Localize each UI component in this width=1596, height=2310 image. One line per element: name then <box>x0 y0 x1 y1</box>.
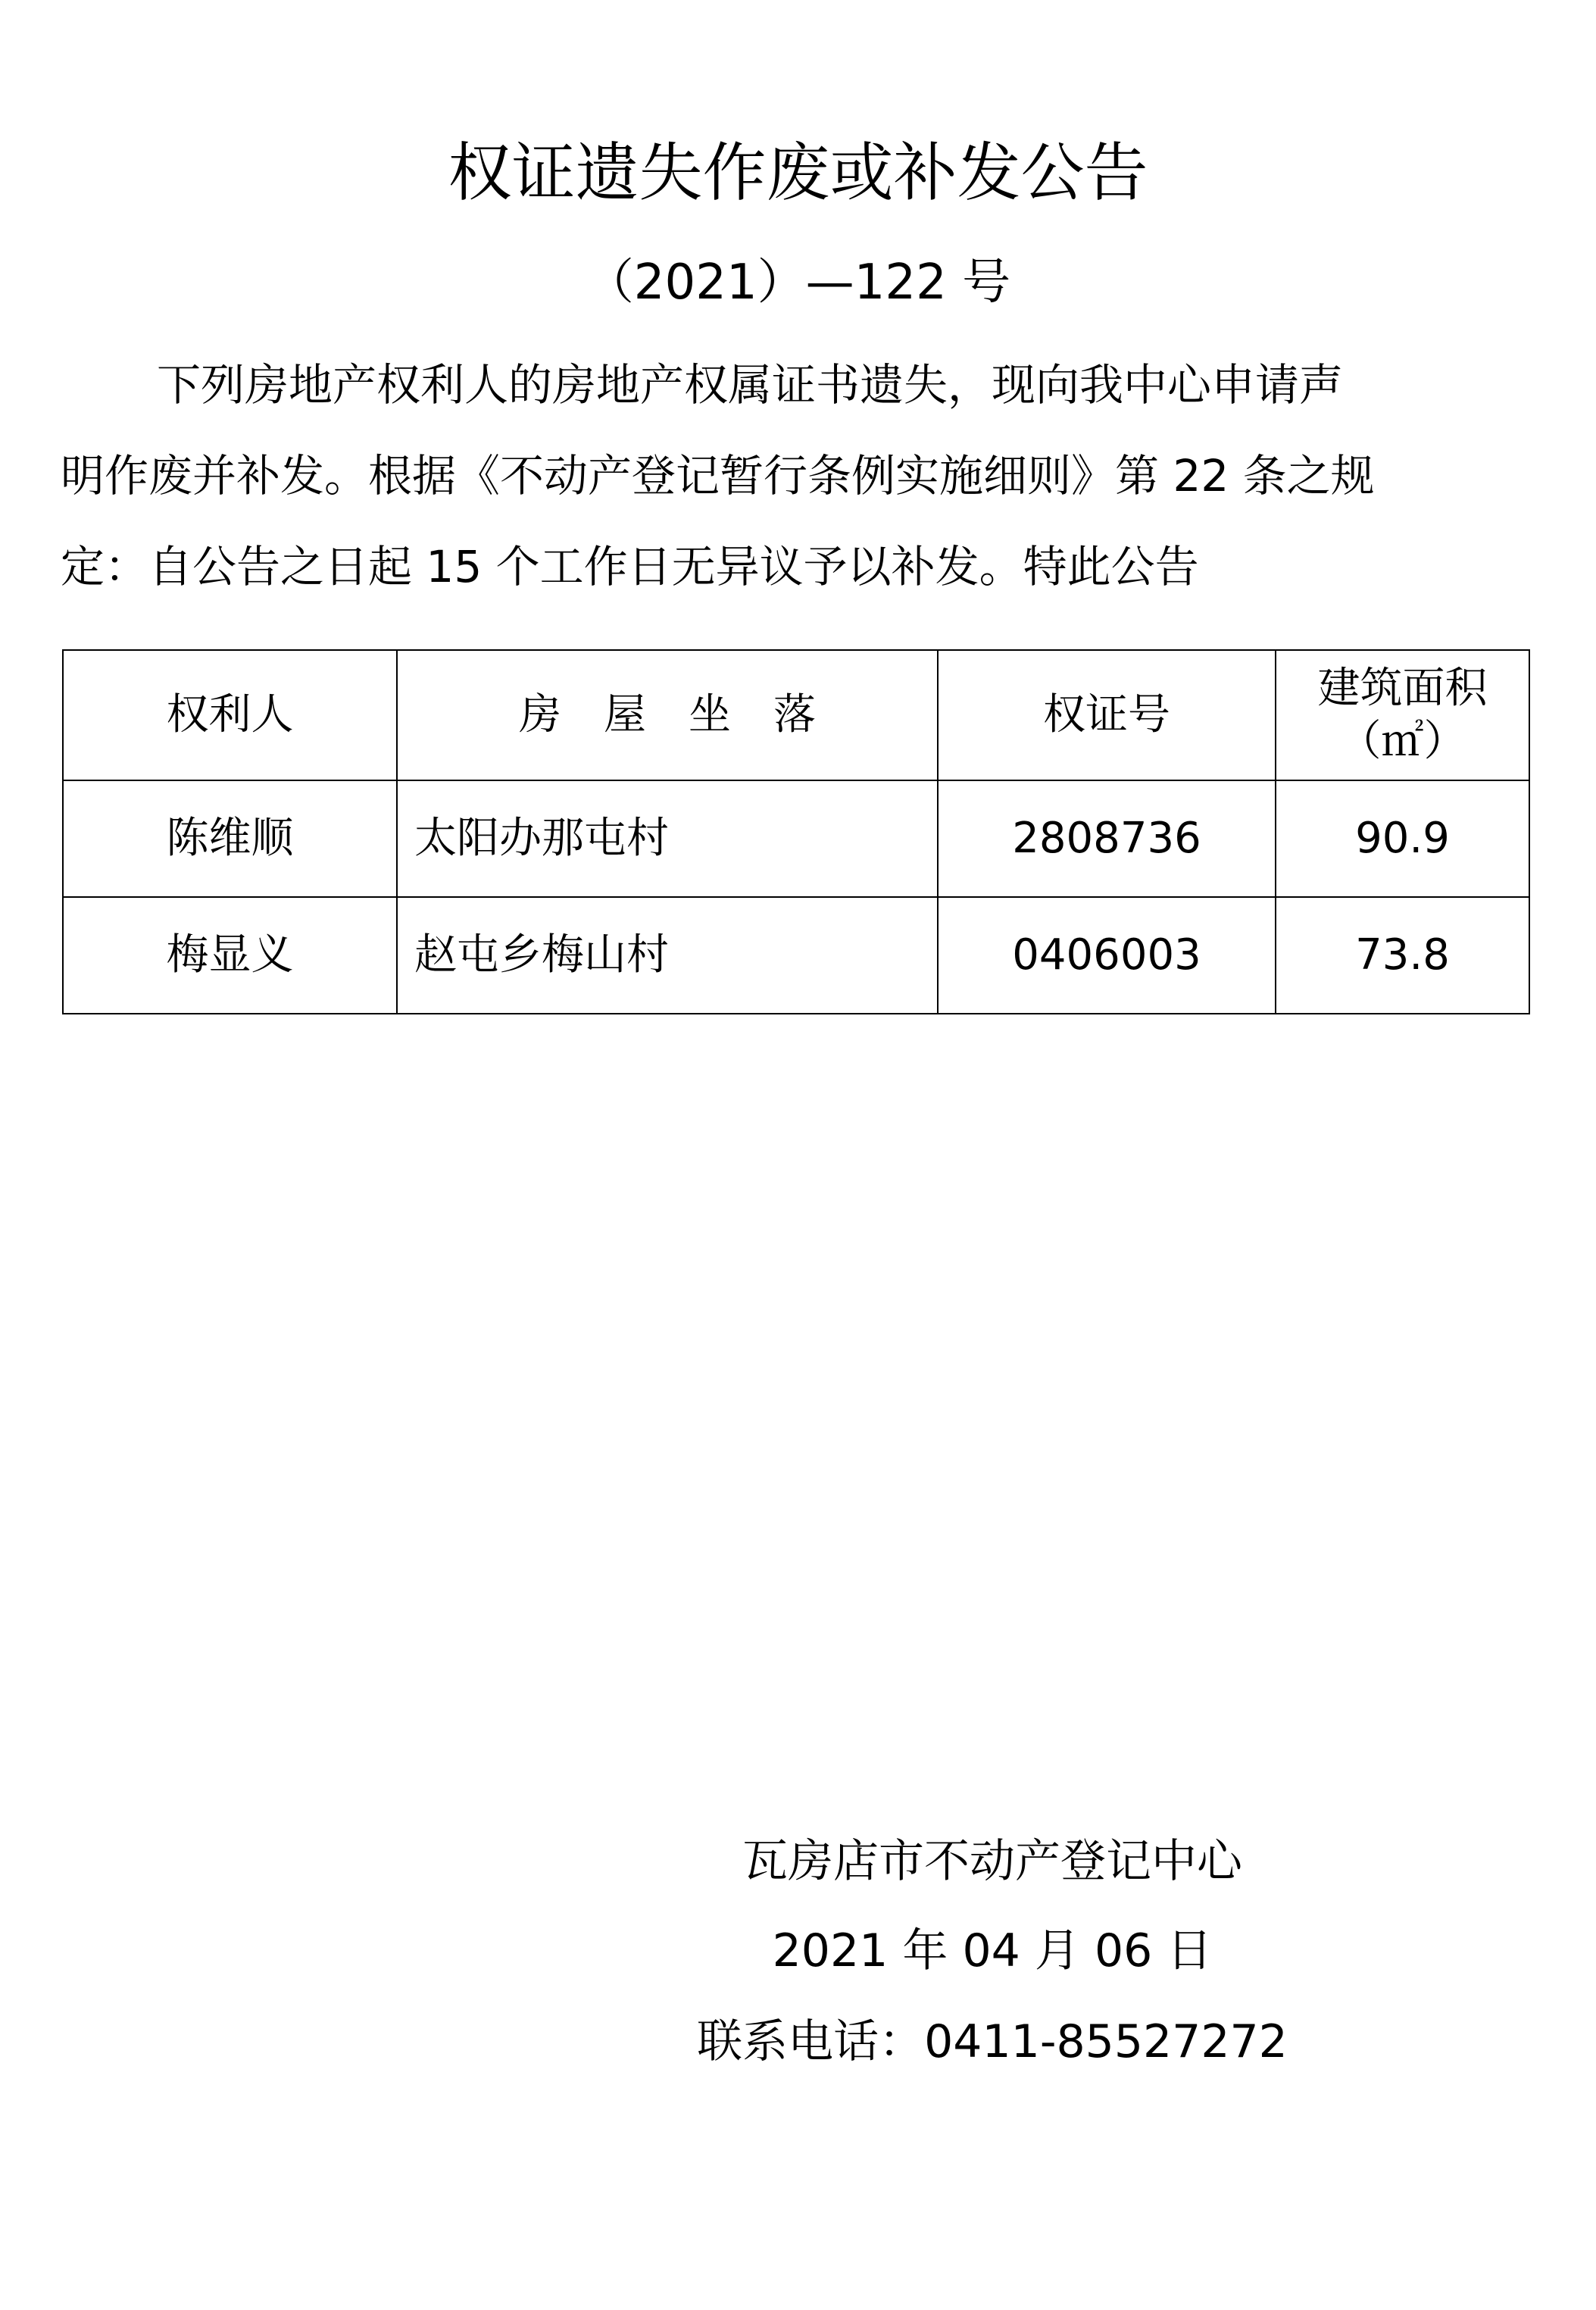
issuing-organization: 瓦房店市不动产登记中心 <box>742 1835 1242 1888</box>
cell-area: 90.9 <box>1276 780 1529 897</box>
notice-number: （2021）—122 号 <box>585 255 1011 311</box>
header-area <box>1276 650 1529 780</box>
table-row <box>63 780 1529 897</box>
cell-certificate: 0406003 <box>938 897 1276 1014</box>
issue-date: 2021 年 04 月 06 日 <box>772 1924 1213 1977</box>
body-line: 下列房地产权利人的房地产权属证书遗失，现向我中心申请声 <box>157 359 1344 411</box>
cell-owner: 梅显义 <box>63 897 397 1014</box>
cell-owner: 陈维顺 <box>63 780 397 897</box>
header-owner: 权利人 <box>63 650 397 780</box>
notice-body <box>61 339 1545 612</box>
contact-phone: 联系电话：0411-85527272 <box>697 2015 1288 2068</box>
table-row <box>63 897 1529 1014</box>
table-header-row <box>63 650 1529 780</box>
header-certificate: 权证号 <box>938 650 1276 780</box>
certificate-table <box>62 649 1530 1014</box>
cell-location: 赵屯乡梅山村 <box>397 897 938 1014</box>
cell-location: 太阳办那屯村 <box>397 780 938 897</box>
header-area-label: 建筑面积 <box>1317 664 1488 713</box>
cell-area: 73.8 <box>1276 897 1529 1014</box>
cell-certificate: 2808736 <box>938 780 1276 897</box>
body-line: 明作废并补发。根据《不动产登记暂行条例实施细则》第 22 条之规 <box>61 450 1375 502</box>
notice-title: 权证遗失作废或补发公告 <box>448 136 1148 210</box>
header-area-unit: （㎡） <box>1338 717 1466 766</box>
header-location: 房 屋 坐 落 <box>397 650 938 780</box>
body-line: 定：自公告之日起 15 个工作日无异议予以补发。特此公告 <box>61 541 1199 592</box>
